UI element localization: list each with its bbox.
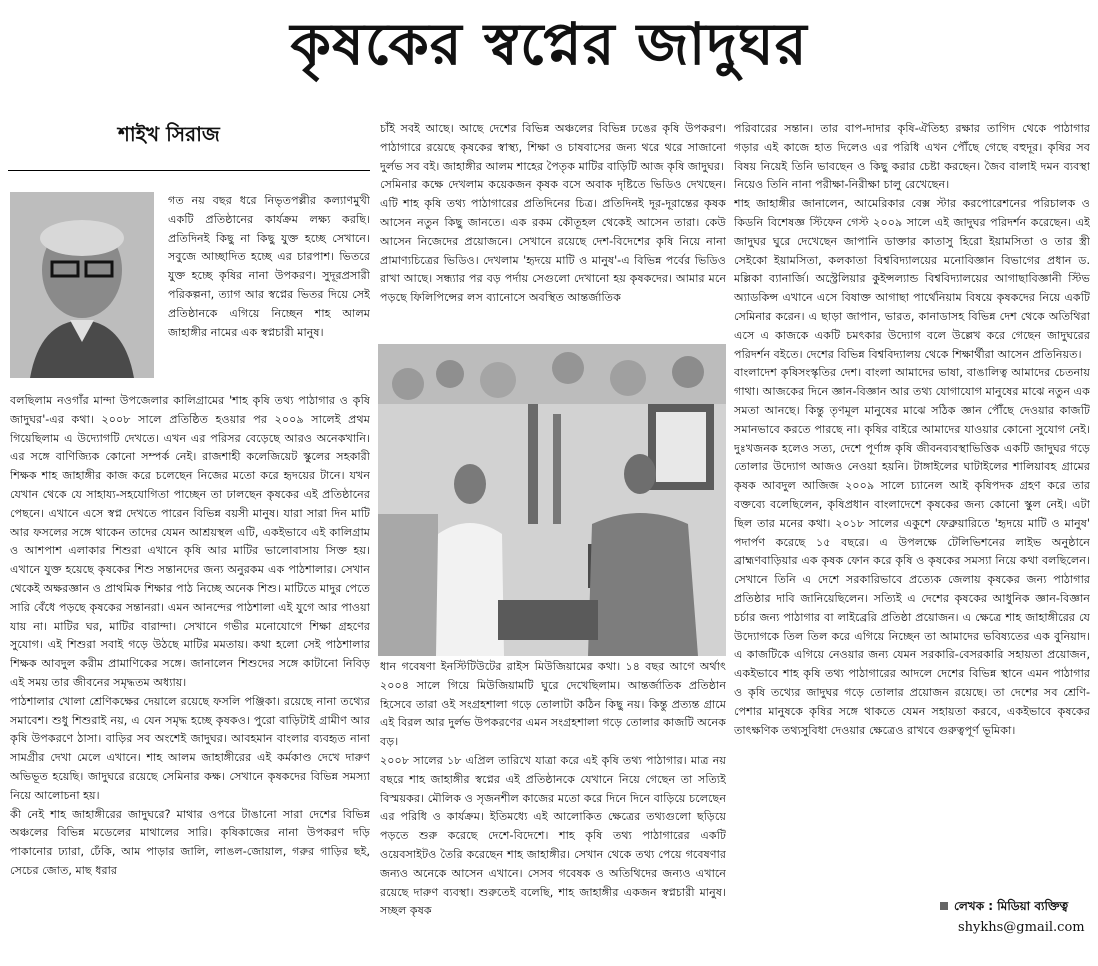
paragraph: বাংলাদেশ কৃষিসংস্কৃতির দেশ। বাংলা আমাদের ভাষা, বাঙালিত্ব আমাদের চেতনায় গাথা। আজকের দিনে জ্ঞান-বিজ্ঞান আর তথ্য যোগাযোগ মানুষের মাঝে নতুন এক সমতা আনছে। কিন্তু তৃণমূল মানুষের মাঝে সঠিক জ্ঞান পৌঁছে দেওয়ার কাজটি সমানভাবে করতে পারছে না। কৃষির বাইরে আমাদের যাওয়ার কোনো সুযোগ নেই। দুঃখজনক হলেও সত্য, দেশে পূর্ণাঙ্গ কৃষি জীবনব্যবস্থাভিত্তিক একটি জাদুঘর গড়ে তোলার উদ্যোগ আজও নেওয়া হয়নি। টাঙ্গাইলের ঘাটাইলের শালিয়াবহ গ্রামের কৃষক আবদুল আজিজ ২০০৯ সালে চ্যানেল আই কৃষিপদক গ্রহণ করে তার বক্তব্যে বলেছিলেন, কৃষিপ্রধান বাংলাদেশে কৃষকের জন্য কোনো স্কুল নেই। এটা ছিল তার মনের কথা। ২০১৮ সালের একুশে ফেব্রুয়ারিতে 'হৃদয়ে মাটি ও মানুষ' পদার্পণ করেছে ১৫ বছরে। এ উপলক্ষে টেলিভিশনের লাইভ অনুষ্ঠানে ব্রাহ্মণবাড়িয়ার এক কৃষক ফোন করে কৃষি ও কৃষকের সমস্যা নিয়ে কথা বলছিলেন। সেখানে তিনি এ দেশে সরকারিভাবে প্রত্যেক জেলায় কৃষকের জন্য পাঠাগার প্রতিষ্ঠার দাবি জানিয়েছিলেন। সত্যিই এ দেশের কৃষকের আধুনিক জ্ঞান-বিজ্ঞান চর্চার জন্য পাঠাগার বা লাইব্রেরি প্রতিষ্ঠা প্রয়োজন। এ ক্ষেত্রে শাহ জাহাঙ্গীরের যে উদ্যোগকে তিল তিল করে এগিয়ে নিচ্ছেন তা আমাদের ভবিষ্যতের এক বুনিয়াদ। এ কাজটিকে এগিয়ে নেওয়ার জন্য যেমন সরকারি-বেসরকারি সহায়তা প্রয়োজন, একইভাবে শাহ কৃষি তথ্য পাঠাগারের আদলে দেশের বিভিন্ন স্থানে এমন পাঠাগার ও কৃষি তথ্যের জাদুঘর গড়ে তোলার প্রয়োজন রয়েছে। তা দেশের সব শ্রেণি-পেশার মানুষকে কৃষির সঙ্গে থাকতে যেমন সহায়তা করবে, একইভাবে কৃষকের তাৎক্ষণিক তথ্যসুবিধা দেওয়ার ক্ষেত্রেও রাখবে গুরুত্বপূর্ণ ভূমিকা। xyxy=(734,366,1090,737)
paragraph: শাহ জাহাঙ্গীর জানালেন, আমেরিকার বেক্স স্টার করপোরেশনের পরিচালক ও কিডনি বিশেষজ্ঞ স্টিফেন গেস্ট ২০০৯ সালে এই জাদুঘর পরিদর্শন করেছেন। এই জাদুঘর ঘুরে দেখেছেন জাপানি ডাক্তার কাতাসু হিরো ইয়ামসিতা ও তার স্ত্রী সেইকো ইয়ামসিতা, কলকাতা বিশ্ববিদ্যালয়ের মনোবিজ্ঞান বিভাগের প্রধান ড. মল্লিকা ব্যানার্জি। অস্ট্রেলিয়ার কুইন্সল্যান্ড বিশ্ববিদ্যালয়ের আগাছাবিজ্ঞানী স্টিভ অ্যাডকিন্স এখানে এসে বিষাক্ত আগাছা পার্থেনিয়াম বিষয়ে কৃষকদের নিয়ে একটি সেমিনার করেন। এ ছাড়া জাপান, ভারত, কানাডাসহ বিভিন্ন দেশ থেকে অতিথিরা এসে এ কাজকে একটি চমৎকার উদ্যোগ বলে উল্লেখ করে গেছেন জাদুঘরের পরিদর্শন বইতে। দেশের বিভিন্ন বিশ্ববিদ্যালয় থেকে শিক্ষার্থীরা আসেন প্রতিনিয়ত। xyxy=(734,197,1090,361)
headline: কৃষকের স্বপ্নের জাদুঘর xyxy=(290,10,808,78)
writer-role: মিডিয়া ব্যক্তিত্ব xyxy=(997,899,1069,913)
paragraph: বলছিলাম নওগাঁর মান্দা উপজেলার কালিগ্রামের 'শাহ কৃষি তথ্য পাঠাগার ও কৃষি জাদুঘর'-এর কথা। ২০০৮ সালে প্রতিষ্ঠিত হওয়ার পর ২০০৯ সালেই প্রথম গিয়েছিলাম এ উদ্যোগটি দেখতে। এখন এর পরিসর বেড়েছে আরও অনেকখানি। এর সঙ্গে বাণিজ্যিক কোনো সম্পর্ক নেই। রাজশাহী কলেজিয়েট স্কুলের সহকারী শিক্ষক শাহ জাহাঙ্গীর কাজ করে চলেছেন নিজের মতো করে হৃদয়ের টানে। যখন যেখান থেকে যে সাহায্য-সহযোগিতা পাচ্ছেন তা ঢালছেন কৃষকের এই প্রতিষ্ঠানের পেছনে। এখানে এসে স্বপ্ন দেখতে পারেন বিভিন্ন বয়সী মানুষ। যারা সারা দিন মাটি আর ফসলের সঙ্গে থাকেন তাদের যেমন আশ্রয়স্থল এটি, একইভাবে এই কালিগ্রাম ও আশপাশ এলাকার শিশুরা এখানে কৃষি আর মাটির ভালোবাসায় সিক্ত হয়। এখানে যুক্ত হয়েছে কৃষকের শিশু সন্তানদের জন্য অনুরকম এক পাঠশালার। সেখান থেকেই অক্ষরজ্ঞান ও প্রাথমিক শিক্ষার পাঠ নিচ্ছে অনেক শিশু। মাটিতে মাদুর পেতে সারি বেঁধে পড়ছে কৃষকের সন্তানরা। এমন আনন্দের পাঠশালা এই যুগে আর পাওয়া যায় না। মাটির ঘর, মাটির বারান্দা। সেখানে গভীর মনোযোগে শিক্ষা গ্রহণের সুযোগ। এই শিশুরা সবাই গড়ে উঠছে মাটির মমতায়। কথা হলো সেই পাঠশালার শিক্ষক আবদুল করীম প্রামাণিকের সঙ্গে। জানালেন শিশুদের সঙ্গে কাটানো নিবিড় এই সময় তার জীবনের সমৃদ্ধতম অধ্যায়। xyxy=(10,394,370,689)
column-2-bottom xyxy=(380,658,726,962)
paragraph: সেমিনার কক্ষে দেখলাম কয়েকজন কৃষক বসে অবাক দৃষ্টিতে ভিডিও দেখছেন। এটি শাহ কৃষি তথ্য পাঠাগারের প্রতিদিনের চিত্র। প্রতিদিনই দূর-দূরান্তের কৃষক আসেন নতুন কিছু জানতে। এক রকম কৌতূহল থেকেই আসেন তারা। কেউ আসেন নিজেদের প্রয়োজনে। সেখানে রয়েছে দেশ-বিদেশের কৃষি নিয়ে নানা প্রামাণ্যচিত্রের ভিডিও। দেখলাম 'হৃদয়ে মাটি ও মানুষ'-এ বিভিন্ন পর্বের ভিডিও রাখা আছে। সন্ধ্যার পর বড় পর্দায় সেগুলো দেখানো হয় কৃষকদের। আমার মনে পড়ছে ফিলিপিন্সের লস ব্যানোসে অবস্থিত আন্তর্জাতিক xyxy=(380,178,726,305)
byline: শাইখ সিরাজ xyxy=(118,122,220,146)
author-portrait xyxy=(10,192,154,378)
writer-credit xyxy=(940,898,1068,918)
column-1-top xyxy=(168,192,370,392)
column-2-top xyxy=(380,120,726,342)
byline-rule xyxy=(8,170,370,171)
paragraph: গত নয় বছর ধরে নিভৃতপল্লীর কল্যাণমুখী একটি প্রতিষ্ঠানের কার্যক্রম লক্ষ্য করছি। প্রতিদিনই কিছু না কিছু যুক্ত হচ্ছে সেখানে। সবুজে আচ্ছাদিত হচ্ছে এর চারপাশ। ভিতরে যুক্ত হচ্ছে কৃষির নানা উপকরণ। সুদূরপ্রসারী পরিকল্পনা, ত্যাগ আর স্বপ্নের ভিতর দিয়ে সেই প্রতিষ্ঠানকে এগিয়ে নিচ্ছেন শাহ আলম জাহাঙ্গীর নামের এক স্বপ্নচারী মানুষ। xyxy=(168,194,370,339)
column-3 xyxy=(734,120,1090,860)
author-email[interactable]: shykhs@gmail.com xyxy=(958,920,1085,935)
paragraph: ২০০৮ সালের ১৮ এপ্রিল তারিখে যাত্রা করে এই কৃষি তথ্য পাঠাগার। মাত্র নয় বছরে শাহ জাহাঙ্গীর স্বপ্নের এই প্রতিষ্ঠানকে যেখানে নিয়ে গেছেন তা সত্যিই বিস্ময়কর। মৌলিক ও সৃজনশীল কাজের মতো করে দিনে দিনে বাড়িয়ে চলেছেন এর পরিধি ও কার্যক্রম। ইতিমধ্যে এই আলোকিত ক্ষেত্রের তথ্যগুলো ছড়িয়ে পড়তে শুরু করেছে দেশে-বিদেশে। শাহ কৃষি তথ্য পাঠাগারের একটি ওয়েবসাইটও তৈরি করেছেন শাহ জাহাঙ্গীর। সেখান থেকে তথ্য পেয়ে গবেষণার জন্যও অনেকে আসেন এখানে। সেসব গবেষক ও অতিথিদের জন্যও এখানে রয়েছে দারুণ ব্যবস্থা। শুরুতেই বলেছি, শাহ জাহাঙ্গীর একজন স্বপ্নচারী মানুষ। সচ্ছল কৃষক xyxy=(380,753,726,918)
paragraph: পরিবারের সন্তান। তার বাপ-দাদার কৃষি-ঐতিহ্য রক্ষার তাগিদ থেকে পাঠাগার গড়ার এই কাজে হাত দিলেও এর পরিধি এখন পৌঁছে গেছে বহুদূর। কৃষির সব বিষয় নিয়েই তিনি ভাবছেন ও কিছু করার চেষ্টা করছেন। জৈব বালাই দমন ব্যবস্থা নিয়েও তিনি নানা পরীক্ষা-নিরীক্ষা চালু রেখেছেন। xyxy=(734,122,1090,192)
writer-label: লেখক : xyxy=(954,899,994,913)
paragraph: পাঠশালার খোলা শ্রেণিকক্ষের দেয়ালে রয়েছে ফসলি পঞ্জিকা। রয়েছে নানা তথ্যের সমাবেশ। শুধু শিশুরাই নয়, এ যেন সমৃদ্ধ হচ্ছে কৃষকও। পুরো বাড়িটাই গ্রামীণ আর কৃষি উপকরণে ঠাসা। বাড়ির সব অংশেই জাদুঘর। আবহমান বাংলার ব্যবহৃত নানা সামগ্রীর দেখা মেলে এখানে। শাহ আলম জাহাঙ্গীরের এই কর্মকাণ্ড দেখে দারুণ অভিভূত হয়েছি। জাদুঘরে রয়েছে সেমিনার কক্ষ। সেখানে কৃষকদের বিভিন্ন সমস্যা নিয়ে আলোচনা হয়। xyxy=(10,694,370,802)
paragraph: ধান গবেষণা ইনস্টিটিউটের রাইস মিউজিয়ামের কথা। ১৪ বছর আগে অর্থাৎ ২০০৪ সালে গিয়ে মিউজিয়ামটি ঘুরে দেখেছিলাম। আন্তর্জাতিক প্রতিষ্ঠান হিসেবে তারা ওই সংগ্রহশালা গড়ে তোলাটা কঠিন কিছু নয়। কিন্তু প্রত্যন্ত গ্রামে এই বিরল আর দুর্লভ উপকরণের এমন সংগ্রহশালা গড়ে তোলার কাজটি অনেক বড়। xyxy=(380,660,726,749)
column-1-bottom xyxy=(10,392,370,962)
square-bullet-icon xyxy=(940,902,948,910)
paragraph: কী নেই শাহ জাহাঙ্গীরের জাদুঘরে? মাথার ওপরে টাঙানো সারা দেশের বিভিন্ন অঞ্চলের বিভিন্ন মডেলের মাথালের সারি। কৃষিকাজের নানা উপকরণ দড়ি পাকানোর ঢ্যারা, ঢেঁকি, আম পাড়ার জালি, লাঙল-জোয়াল, গরুর গাড়ির ছই, সেচের জোত, মাছ ধরার xyxy=(10,807,370,877)
paragraph: চাঁই সবই আছে। আছে দেশের বিভিন্ন অঞ্চলের বিভিন্ন ঢঙের কৃষি উপকরণ। পাঠাগারে রয়েছে কৃষকের স্বাস্থ্য, শিক্ষা ও চাষবাসের জন্য থরে থরে সাজানো দুর্লভ সব বই। জাহাঙ্গীর আলম শাহের পৈতৃক মাটির বাড়িটি আজ কৃষি জাদুঘর। xyxy=(380,122,726,173)
museum-photo xyxy=(378,344,726,656)
